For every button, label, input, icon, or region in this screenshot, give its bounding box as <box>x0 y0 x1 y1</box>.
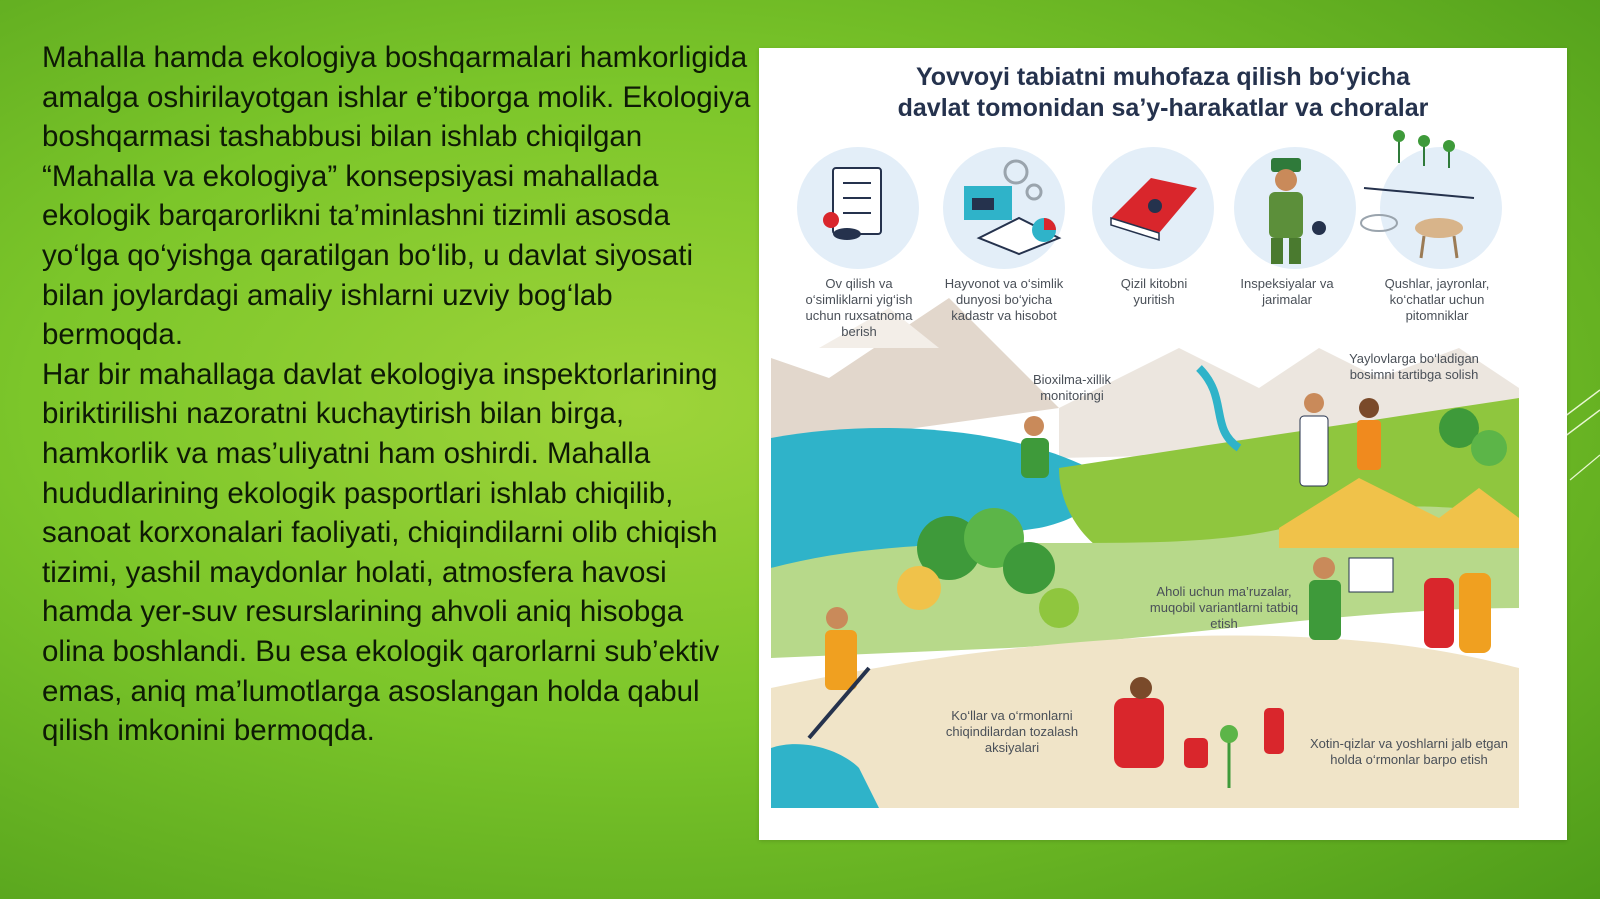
icon-label-inspections: Inspeksiyalar va jarimalar <box>1240 276 1334 307</box>
paragraph-1: Mahalla hamda ekologiya boshqarmalari hamkorligida amalga oshirilayotgan ishlar e’tiborga molik. Ekologiya boshqarmasi tashabbusi bilan ishlab chiqilgan “Mahalla va ekologiya” konsepsiyasi mahallada ekologik barqarorlikni ta’minlashni tizimli asosda yo‘lga qo‘yishga qaratilgan bo‘lib, u davlat siyosati bilan joylardagi amaliy ishlarni uzviy bog‘lab bermoqda. <box>42 41 751 352</box>
label-pastures: Yaylovlarga bo‘ladigan bosimni tartibga solish <box>1349 351 1479 382</box>
cadastre-book-icon <box>943 147 1065 269</box>
nursery-icon <box>1361 130 1502 269</box>
inspector-icon <box>1234 147 1356 269</box>
icon-label-nursery: Qushlar, jayronlar, ko‘chatlar uchun pitomniklar <box>1384 276 1490 323</box>
permit-document-icon <box>797 147 919 269</box>
label-lectures: Aholi uchun ma’ruzalar, muqobil variantlarni tatbiq etish <box>1149 584 1299 631</box>
red-book-icon <box>1092 147 1214 269</box>
icon-label-permit: Ov qilish va o‘simliklarni yig‘ish uchun ruxsatnoma berish <box>805 276 913 339</box>
wildlife-infographic <box>759 48 1567 840</box>
icon-label-cadastre: Hayvonot va o‘simlik dunyosi bo‘yicha kadastr va hisobot <box>944 276 1064 323</box>
landscape-scene <box>759 48 1567 840</box>
icon-label-red-book: Qizil kitobni yuritish <box>1120 276 1188 307</box>
slide-text <box>42 38 752 751</box>
infographic-title: Yovvoyi tabiatni muhofaza qilish bo‘yicha davlat tomonidan sa’y-harakatlar va choralar <box>897 63 1429 122</box>
paragraph-2: Har bir mahallaga davlat ekologiya inspektorlarining biriktirilishi nazoratni kuchaytirish bilan birga, hamkorlik va mas’uliyatni ham oshirdi. Mahalla hududlarining ekologik pasportlari ishlab chiqilib, sanoat korxonalari faoliyati, chiqindilarni olib chiqish tizimi, yashil maydonlar holati, atmosfera havosi hamda yer-suv resurslarining ahvoli aniq hisobga olina boshlandi. Bu esa ekologik qarorlarni sub’ektiv emas, aniq ma’lumotlarga asoslangan holda qabul qilish imkonini bermoqda. <box>42 357 720 748</box>
label-biodiversity: Bioxilma-xillik monitoringi <box>1032 372 1111 403</box>
label-cleanup: Ko‘llar va o‘rmonlarni chiqindilardan tozalash aksiyalari <box>945 708 1079 755</box>
label-forests: Xotin-qizlar va yoshlarni jalb etgan holda o‘rmonlar barpo etish <box>1310 736 1508 767</box>
